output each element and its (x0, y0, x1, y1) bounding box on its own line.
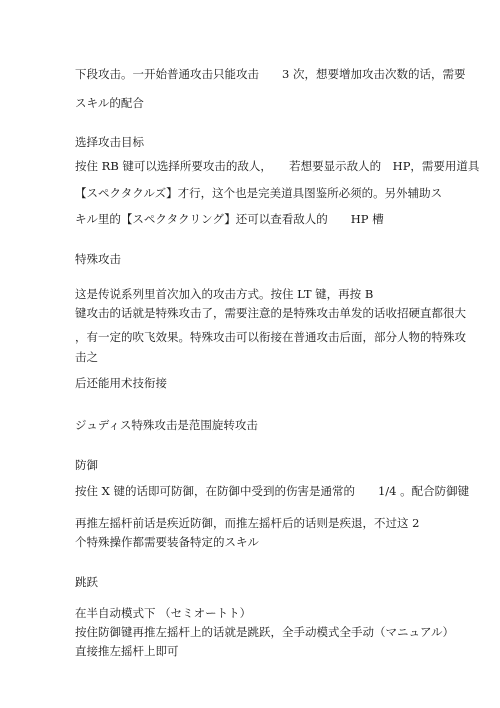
text-line: 按住 RB 键可以选择所要攻击的敌人， 若想要显示敌人的 HP，需要用道具 (75, 159, 480, 173)
section-heading-target: 选择攻击目标 (75, 135, 144, 149)
text-line: 个特殊操作都需要装备特定的スキル (75, 535, 259, 549)
text-line: キル里的【スペクタクリング】还可以查看敌人的 HP 槽 (75, 212, 384, 226)
section-heading-special: 特殊攻击 (75, 252, 121, 266)
text-line: 在半自动模式下 （セミオートト） (75, 606, 252, 620)
text-line: スキル的配合 (75, 96, 144, 110)
text-line: 击之 (75, 350, 98, 364)
text-line: 这是传说系列里首次加入的攻击方式。按住 LT 键，再按 B (75, 287, 374, 301)
text-line: 按住防御键再推左摇杆上的话就是跳跃，全手动模式全手动（マニュアル） (75, 625, 455, 639)
text-line: 下段攻击。一开始普通攻击只能攻击 3 次，想要增加攻击次数的话，需要 (75, 67, 466, 81)
text-line: 直接推左摇杆上即可 (75, 644, 179, 658)
text-line: 键攻击的话就是特殊攻击了，需要注意的是特殊攻击单发的话收招硬直都很大 (75, 306, 466, 320)
text-line: 再推左摇杆前话是疾近防御，而推左摇杆后的话则是疾退，不过这 2 (75, 516, 420, 530)
text-line: 后还能用术技衔接 (75, 376, 167, 390)
section-heading-defense: 防御 (75, 458, 98, 472)
section-heading-jump: 跳跃 (75, 575, 98, 589)
text-line: 【スペクタクルズ】才行，这个也是完美道具图鉴所必须的。另外辅助ス (75, 186, 443, 200)
text-line: ，有一定的吹飞效果。特殊攻击可以衔接在普通攻击后面，部分人物的特殊攻 (75, 330, 466, 344)
text-line: 按住 X 键的话即可防御，在防御中受到的伤害是通常的 1/4 。配合防御键 (75, 484, 470, 498)
text-line: ジュディス特殊攻击是范围旋转攻击 (75, 418, 258, 432)
